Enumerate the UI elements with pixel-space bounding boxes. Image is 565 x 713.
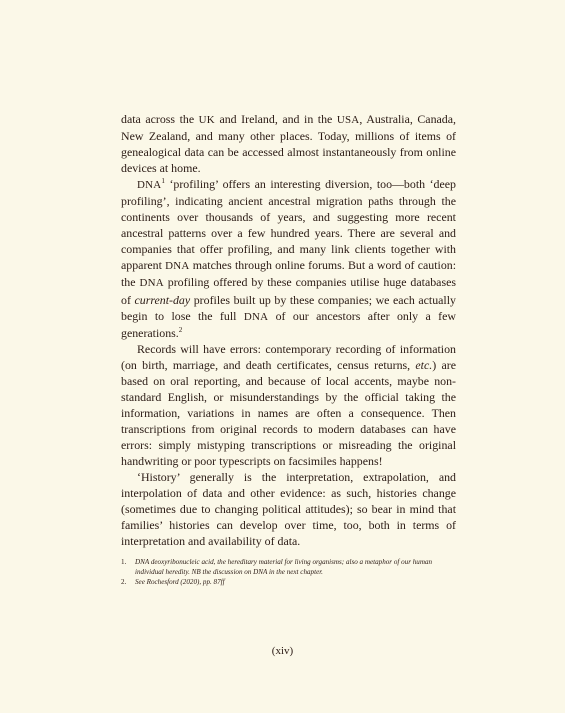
paragraph — [121, 176, 456, 340]
footnote-number: 2. — [121, 578, 127, 587]
page-number: (xiv) — [271, 645, 294, 657]
italic-run: etc. — [415, 357, 433, 372]
text-run: matches through online forums. But a word of caution: the — [121, 258, 457, 290]
text-run: profiling offered by these companies utilise huge databases of — [121, 275, 456, 307]
small-caps-run: UK — [198, 114, 215, 126]
small-caps-run: DNA — [137, 179, 162, 192]
small-caps-run: DNA — [139, 277, 164, 290]
small-caps-run: DNA — [165, 260, 190, 273]
footnote-number: 1. — [121, 558, 127, 566]
body-text — [121, 111, 456, 549]
footnote-1 — [121, 558, 461, 577]
text-run: profiles built up by these companies; we each actually begin to lose the full — [121, 292, 456, 323]
footnote-text: See Rochesford (2020), pp. 87ff — [135, 578, 225, 587]
small-caps-run: USA — [336, 114, 360, 126]
text-run: ‘profiling’ offers an interesting diversion, too—both ‘deep profiling’, indicating ancient ancestral migration paths through the continents over thousands of years, and suggesting more recent ancestral patterns over a few hundred years. There are several and companies that offer profiling, and many link clients together with apparent — [121, 177, 456, 273]
text-run: data across the — [121, 112, 199, 126]
text-run: and Ireland, and in the — [214, 112, 337, 126]
footnote-2 — [121, 578, 461, 588]
text-run: , Australia, Canada, New Zealand, and many other places. Today, millions of items of genealogical data can be accessed almost instantaneously from online devices at home. — [121, 112, 456, 176]
small-caps-run: DNA — [243, 310, 269, 323]
footnote-reference: 1 — [161, 177, 165, 186]
text-run: ‘History’ generally is the interpretation, extrapolation, and interpolation of data and other evidence: as such, histories change (sometimes due to changing political attitudes); so bear in mind that families’ histories can develop over time, too, both in terms of interpretation and availability of data. — [121, 470, 456, 549]
footnote-reference: 2 — [178, 325, 183, 334]
paragraph — [121, 341, 456, 469]
text-run: Records will have errors: contemporary recording of information (on birth, marriage, and death certificates, census returns, — [121, 341, 456, 372]
footnote-text: DNA deoxyribonucleic acid, the hereditary material for living organisms; also a metaphor of our human individual heredity. NB the discussion on DNA in the next chapter. — [135, 558, 433, 576]
footnotes — [121, 558, 461, 589]
text-run: ) are based on oral reporting, and because of local accents, maybe non-standard English, or misunderstandings by the official taking the information, variations in names are often a consequence. Then transcriptions from original records to modern databases can have errors: simply mistyping transcriptions or misreading the original handwriting or poor typescripts on facsimiles happens! — [121, 357, 456, 468]
paragraph — [121, 111, 456, 176]
text-run: of our ancestors after only a few generations. — [121, 308, 456, 340]
italic-run: current-day — [134, 292, 191, 307]
paragraph — [121, 469, 456, 549]
